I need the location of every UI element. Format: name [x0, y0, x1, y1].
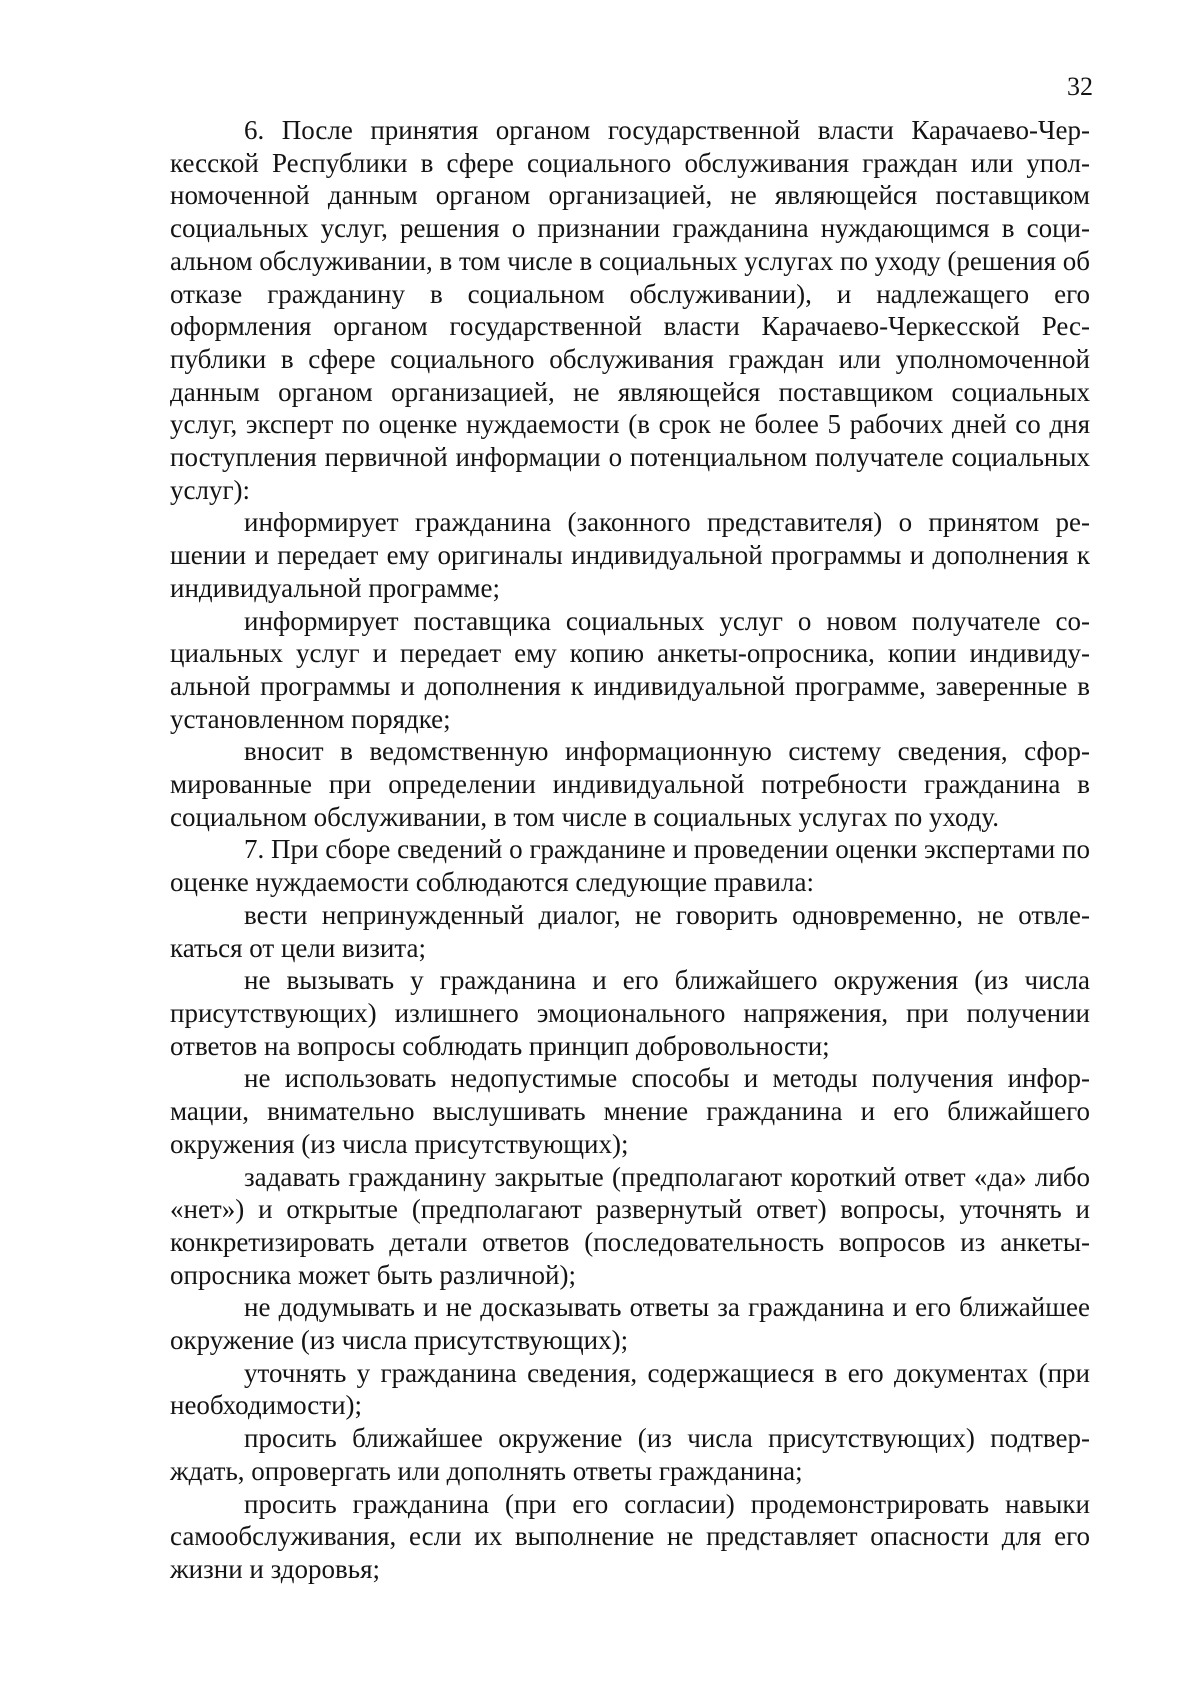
paragraph-6-intro: 6. После принятия органом государственной власти Карачаево-Черкесской Республики в сфере социального обслуживания граждан или уполномоченной данным органом организацией, не являющейся поставщиком социальных услуг, решения о признании гражданина нуждающимся в социальном обслуживании, в том числе в социальных услугах по уходу (решения об отказе гражданину в социальном обслуживании), и надлежащего его оформления органом государственной власти Карачаево-Черкесской Республики в сфере социального обслуживания граждан или уполномоченной данным органом организацией, не являющейся поставщиком социальных услуг, эксперт по оценке нуждаемости (в срок не более 5 рабочих дней со дня поступления первичной информации о потенциальном получателе социальных услуг):: [170, 115, 1090, 505]
paragraph-7-rule-ask-environment: просить ближайшее окружение (из числа присутствующих) подтверждать, опровергать или дополнять ответы гражданина;: [170, 1423, 1090, 1486]
paragraph-7-rule-no-tension: не вызывать у гражданина и его ближайшего окружения (из числа присутствующих) излишнего эмоционального напряжения, при получении ответов на вопросы соблюдать принцип добровольности;: [170, 965, 1090, 1061]
paragraph-7-rule-methods: не использовать недопустимые способы и методы получения информации, внимательно выслушивать мнение гражданина и его ближайшего окружения (из числа присутствующих);: [170, 1063, 1090, 1159]
paragraph-7-rule-verify-documents: уточнять у гражданина сведения, содержащиеся в его документах (при необходимости);: [170, 1357, 1090, 1421]
paragraph-7-rule-demonstrate-skills: просить гражданина (при его согласии) продемонстрировать навыки самообслуживания, если их выполнение не представляет опасности для его жизни и здоровья;: [170, 1488, 1090, 1584]
paragraph-6-enter-information-system: вносит в ведомственную информационную систему сведения, сформированные при определении индивидуальной потребности гражданина в социальном обслуживании, в том числе в социальных услугах по уходу.: [170, 736, 1090, 832]
paragraph-6-inform-citizen: информирует гражданина (законного представителя) о принятом решении и передает ему оригиналы индивидуальной программы и дополнения к индивидуальной программе;: [170, 507, 1090, 603]
paragraph-7-rule-dialog: вести непринужденный диалог, не говорить одновременно, не отвлекаться от цели визита;: [170, 899, 1090, 963]
page-number: 32: [1067, 72, 1093, 101]
paragraph-6-inform-provider: информирует поставщика социальных услуг о новом получателе социальных услуг и передает ему копию анкеты-опросника, копии индивидуальной программы и дополнения к индивидуальной программе, заверенные в установленном порядке;: [170, 605, 1090, 734]
paragraph-7-rule-no-guessing: не додумывать и не досказывать ответы за гражданина и его ближайшее окружение (из числа присутствующих);: [170, 1292, 1090, 1356]
paragraph-7-rule-questions: задавать гражданину закрытые (предполагают короткий ответ «да» либо «нет») и открытые (предполагают развернутый ответ) вопросы, уточнять и конкретизировать детали ответов (последовательность вопросов из анкеты-опросника может быть различной);: [170, 1161, 1090, 1290]
document-body: [170, 114, 1090, 1586]
paragraph-7-intro: 7. При сборе сведений о гражданине и проведении оценки экспертами по оценке нуждаемости соблюдаются следующие правила:: [170, 834, 1090, 898]
